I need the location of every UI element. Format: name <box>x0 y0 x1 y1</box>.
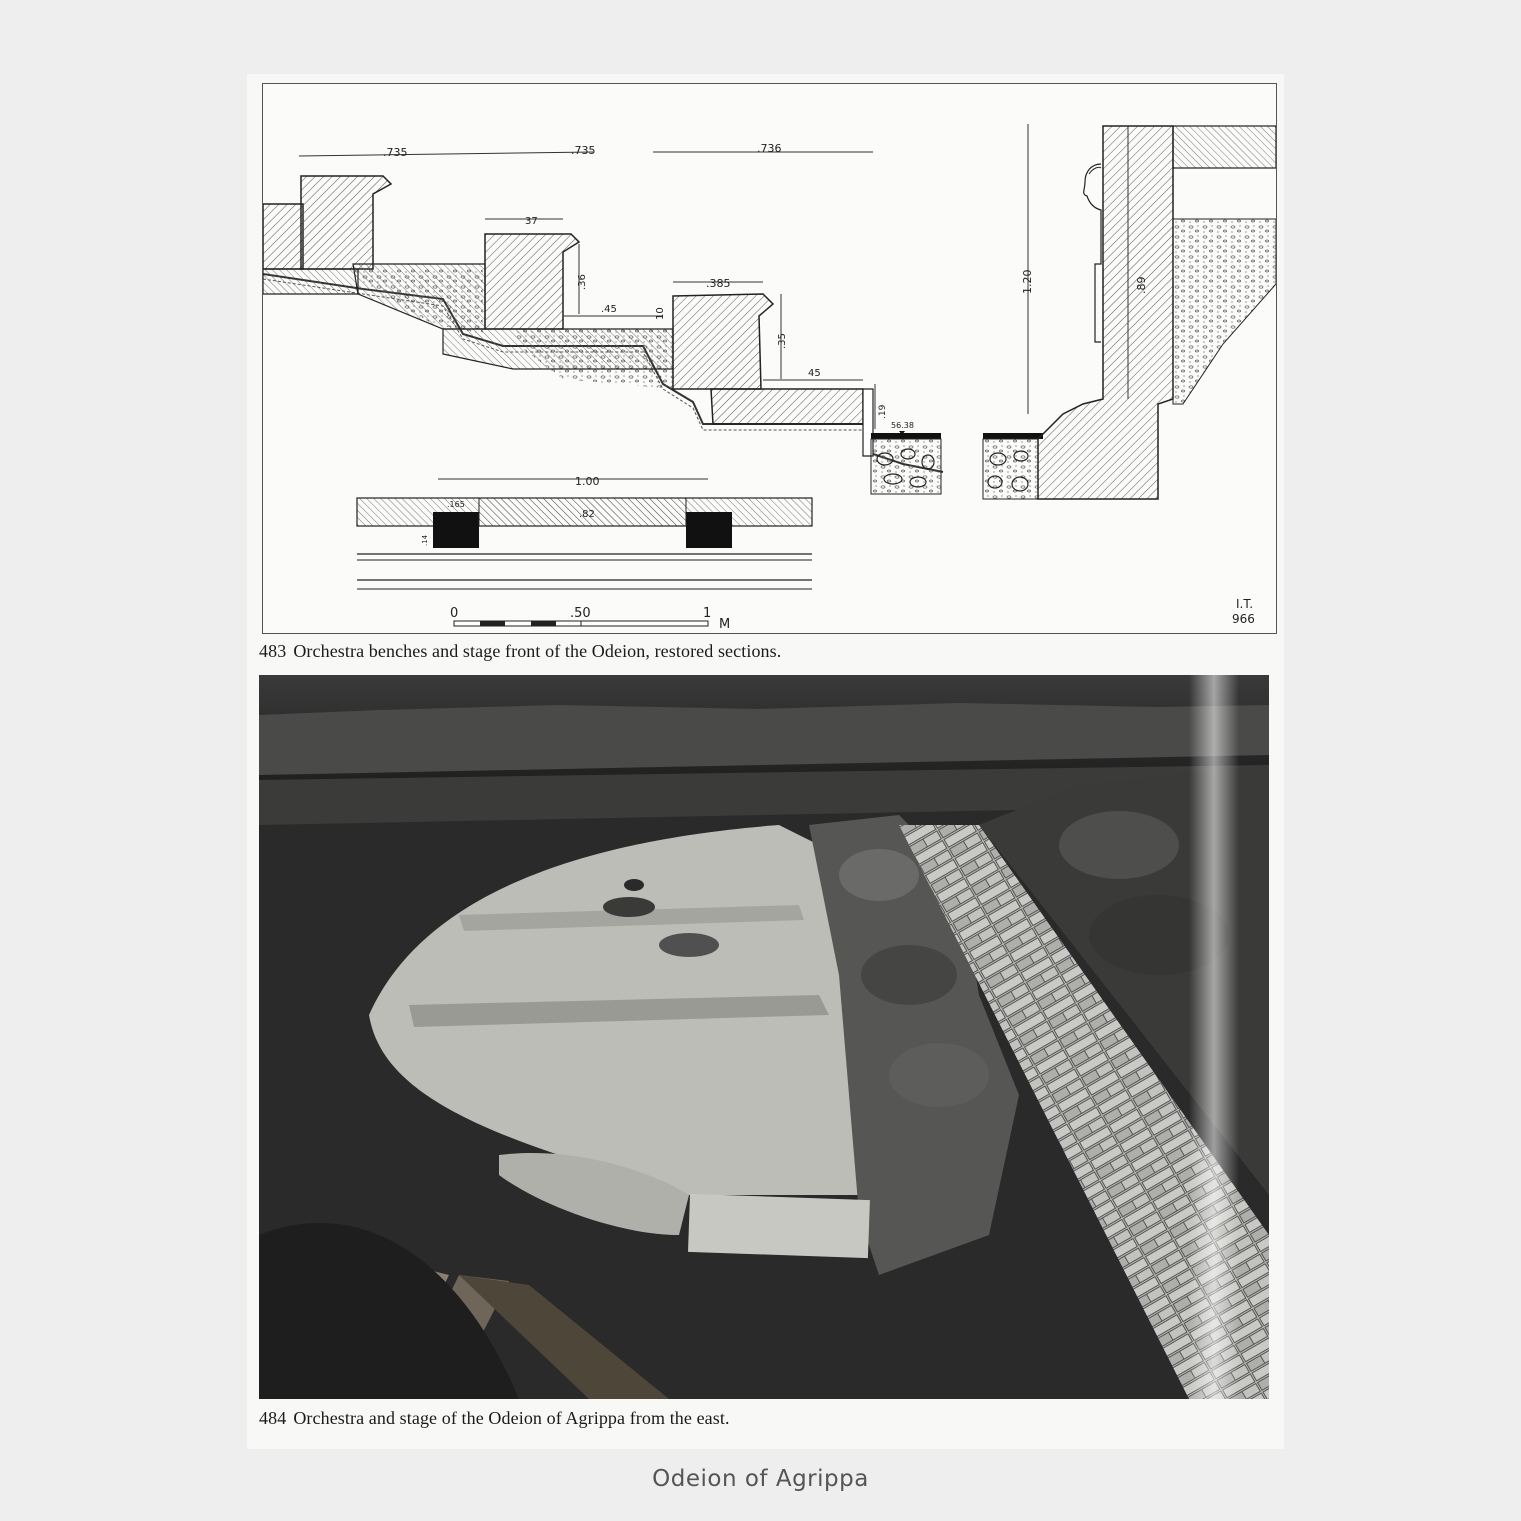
drafter-year: 966 <box>1232 612 1255 626</box>
book-page <box>247 74 1284 1449</box>
dimension-label: .735 <box>571 144 596 157</box>
drafter-initials: I.T. <box>1236 597 1254 611</box>
scale-half: .50 <box>570 606 591 621</box>
section-drawing-svg <box>263 84 1276 633</box>
dimension-label: .82 <box>579 509 595 520</box>
excavation-photo-svg <box>259 675 1269 1399</box>
caption-text: Orchestra and stage of the Odeion of Agrippa from the east. <box>293 1408 730 1428</box>
dimension-label: .89 <box>1135 276 1148 294</box>
scale-bar <box>454 621 708 626</box>
caption-text: Orchestra benches and stage front of the Odeion, restored sections. <box>293 641 782 661</box>
figure-number: 484 <box>259 1408 287 1428</box>
dimension-label: 45 <box>808 368 821 379</box>
dimension-label: .35 <box>777 333 788 349</box>
section-drawing <box>262 83 1277 634</box>
excavation-photo <box>259 675 1269 1399</box>
dimension-label: .19 <box>878 404 888 419</box>
dimension-label: 1.00 <box>575 475 600 488</box>
scale-zero: 0 <box>450 606 459 621</box>
dimension-label: .165 <box>447 500 465 509</box>
dimension-label: 10 <box>655 307 666 320</box>
figure-number: 483 <box>259 641 287 661</box>
dimension-label: 1.20 <box>1021 269 1034 294</box>
dimension-label: .45 <box>601 304 617 315</box>
figure-483-caption <box>259 641 781 662</box>
dimension-label: .385 <box>706 277 731 290</box>
scale-unit: M <box>719 617 731 632</box>
elevation-label: 56.38 <box>891 421 914 430</box>
figure-484-caption <box>259 1408 730 1429</box>
dimension-label: .735 <box>383 146 408 159</box>
scale-one: 1 <box>703 606 712 621</box>
dimension-label: 37 <box>525 216 538 227</box>
page-footer-title: Odeion of Agrippa <box>652 1466 869 1492</box>
dimension-label: .14 <box>421 534 429 546</box>
dimension-label: .736 <box>757 142 782 155</box>
dimension-label: .36 <box>577 274 588 290</box>
